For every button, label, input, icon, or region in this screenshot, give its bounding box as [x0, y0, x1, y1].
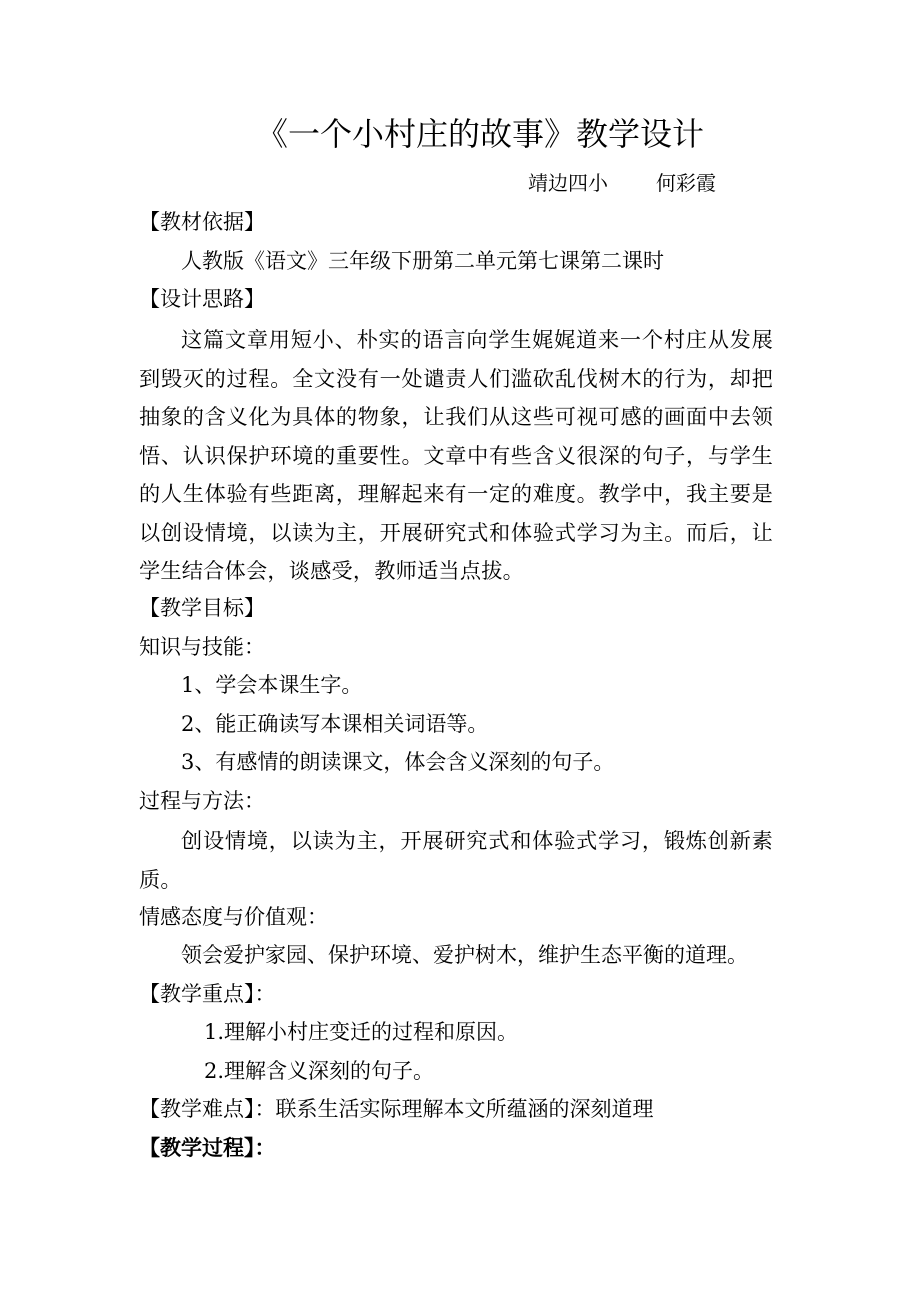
attitude-heading: 情感态度与价值观：	[139, 905, 328, 929]
difficulty-line: 【教学难点】：联系生活实际理解本文所蕴涵的深刻道理	[139, 1097, 654, 1121]
attitude-text: 领会爱护家园、保护环境、爱护树木，维护生态平衡的道理。	[181, 943, 748, 967]
procedure-heading: 【教学过程】：	[139, 1135, 276, 1160]
process-heading: 过程与方法：	[139, 789, 265, 813]
knowledge-item: 3、有感情的朗读课文，体会含义深刻的句子。	[181, 750, 615, 774]
basis-text: 人教版《语文》三年级下册第二单元第七课第二课时	[181, 249, 664, 273]
author-line	[528, 168, 716, 198]
author-name: 何彩霞	[656, 171, 716, 195]
key-points-heading: 【教学重点】：	[139, 982, 276, 1006]
knowledge-item: 1、学会本课生字。	[181, 673, 363, 697]
goals-heading: 【教学目标】	[139, 596, 265, 620]
design-paragraph: 这篇文章用短小、朴实的语言向学生娓娓道来一个村庄从发展到毁灭的过程。全文没有一处谴责人们滥砍乱伐树木的行为，却把抽象的含义化为具体的物象，让我们从这些可视可感的画面中去领悟、认识保护环境的重要性。文章中有些含义很深的句子，与学生的人生体验有些距离，理解起来有一定的难度。教学中，我主要是以创设情境，以读为主，开展研究式和体验式学习为主。而后，让学生结合体会，谈感受，教师适当点拔。	[139, 327, 773, 583]
knowledge-item: 2、能正确读写本课相关词语等。	[181, 712, 489, 736]
author-school: 靖边四小	[528, 171, 608, 195]
basis-heading: 【教材依据】	[139, 210, 265, 234]
knowledge-heading: 知识与技能：	[139, 635, 265, 659]
key-point-item: 1.理解小村庄变迁的过程和原因。	[204, 1020, 519, 1044]
key-point-item: 2.理解含义深刻的句子。	[204, 1059, 435, 1083]
design-heading: 【设计思路】	[139, 287, 265, 311]
process-paragraph: 创设情境，以读为主，开展研究式和体验式学习，锻炼创新素质。	[139, 828, 773, 892]
page-title: 《一个小村庄的故事》教学设计	[255, 115, 704, 153]
